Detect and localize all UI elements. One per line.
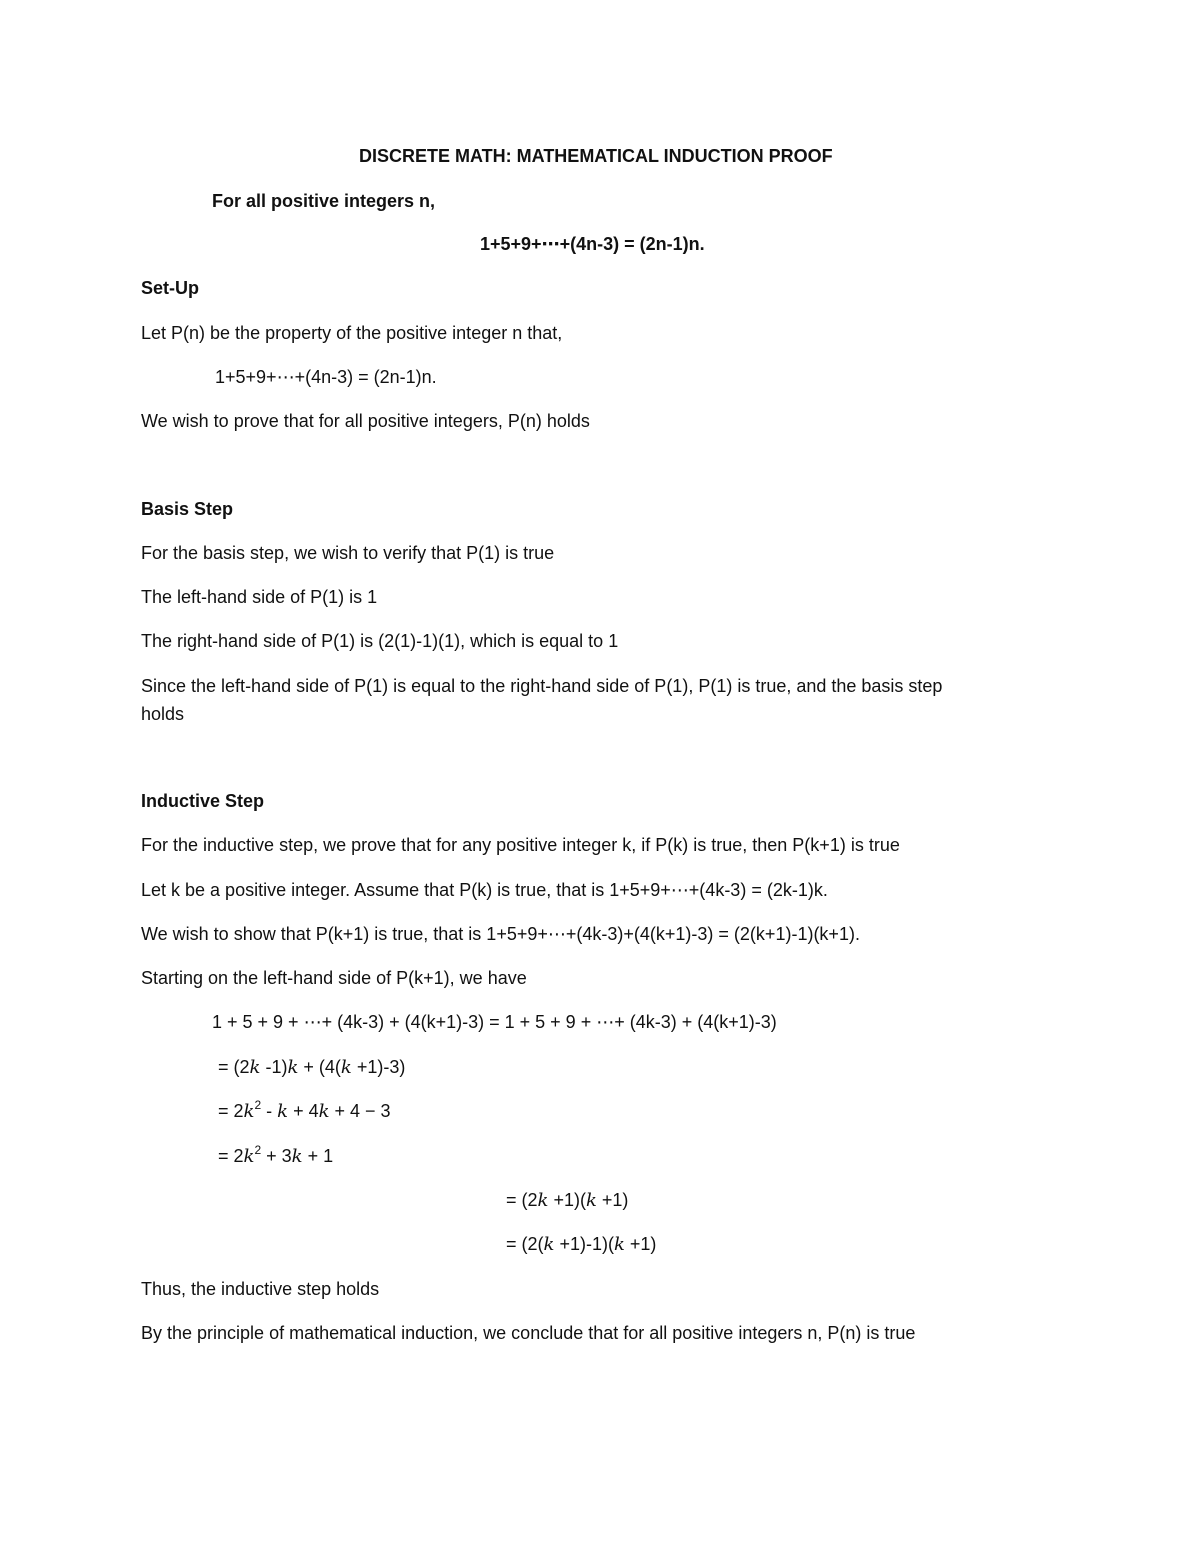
basis-text-1: For the basis step, we wish to verify that P(1) is true xyxy=(141,543,555,563)
setup-goal: We wish to prove that for all positive integers, P(n) holds xyxy=(141,411,590,431)
basis-text-4: Since the left-hand side of P(1) is equal to the right-hand side of P(1), P(1) is true, and the basis step xyxy=(141,676,943,696)
equation-line-1: 1 + 5 + 9 + ⋯+ (4k-3) + (4(k+1)-3) = 1 + 5 + 9 + ⋯+ (4k-3) + (4(k+1)-3) xyxy=(212,1012,777,1032)
setup-formula: 1+5+9+⋯+(4n-3) = (2n-1)n. xyxy=(215,367,437,387)
equation-line-3: = $2k^2 - k + 4k + 4 - 3$ xyxy=(218,1098,391,1122)
document-title: DISCRETE MATH: MATHEMATICAL INDUCTION PROOF xyxy=(359,146,833,166)
equation-line-5: = (2k +1)(k +1) xyxy=(506,1190,629,1211)
setup-text: Let P(n) be the property of the positive integer n that, xyxy=(141,323,563,343)
basis-heading: Basis Step xyxy=(141,499,234,519)
inductive-text-4: Starting on the left-hand side of P(k+1), we have xyxy=(141,968,527,988)
equation-line-6: = (2(k +1)-1)(k +1) xyxy=(506,1234,657,1255)
claim-intro: For all positive integers n, xyxy=(212,191,436,211)
setup-heading: Set-Up xyxy=(141,278,199,298)
inductive-text-2: Let k be a positive integer. Assume that P(k) is true, that is 1+5+9+⋯+(4k-3) = (2k-1)k. xyxy=(141,880,828,900)
basis-text-3: The right-hand side of P(1) is (2(1)-1)(1), which is equal to 1 xyxy=(141,631,619,651)
equation-line-4: = $2k^2 + 3k + 1$ xyxy=(218,1143,334,1167)
basis-text-2: The left-hand side of P(1) is 1 xyxy=(141,587,378,607)
inductive-text-1: For the inductive step, we prove that for any positive integer k, if P(k) is true, then P(k+1) is true xyxy=(141,835,900,855)
inductive-text-3: We wish to show that P(k+1) is true, that is 1+5+9+⋯+(4k-3)+(4(k+1)-3) = (2(k+1)-1)(k+1). xyxy=(141,924,860,944)
inductive-heading: Inductive Step xyxy=(141,791,265,811)
basis-text-4-cont: holds xyxy=(141,704,185,724)
final-conclusion: By the principle of mathematical induction, we conclude that for all positive integers n, P(n) is true xyxy=(141,1323,916,1343)
equation-line-2: = (2k -1)k + (4(k +1)-3) xyxy=(218,1057,406,1078)
claim-formula: 1+5+9+⋯+(4n-3) = (2n-1)n. xyxy=(480,234,705,254)
inductive-conclusion: Thus, the inductive step holds xyxy=(141,1279,380,1299)
